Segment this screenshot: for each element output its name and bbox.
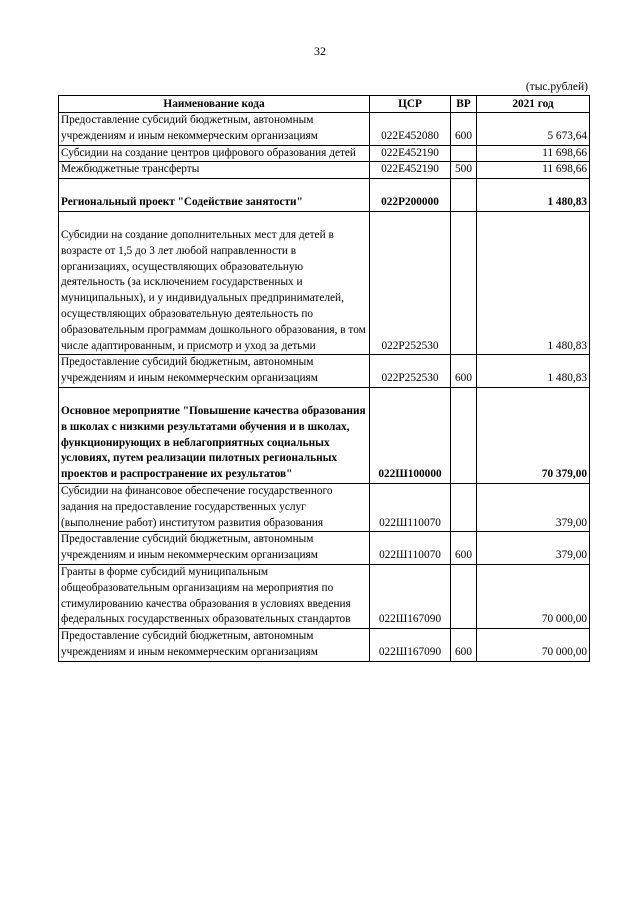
row-name-cell: Предоставление субсидий бюджетным, автономным учреждениям и иным некоммерческим организациям: [59, 629, 370, 662]
row-vr-cell: 600: [451, 113, 477, 146]
table-body: [59, 113, 590, 662]
row-name-cell: Основное мероприятие "Повышение качества образования в школах с низкими результатами обучения и в школах, функционирующих в неблагоприятных социальных условиях, путем реализации пилотных региональных проектов и распространение их результатов": [59, 387, 370, 483]
row-csr-cell: 022P252530: [370, 211, 451, 354]
row-amount-cell: 70 000,00: [477, 564, 590, 628]
table-row: [59, 387, 590, 483]
row-amount-cell: 5 673,64: [477, 113, 590, 146]
row-name-cell: Субсидии на финансовое обеспечение государственного задания на предоставление государственных услуг (выполнение работ) институтом развития образования: [59, 483, 370, 531]
page-number: 32: [314, 44, 326, 58]
row-csr-cell: 022E452190: [370, 145, 451, 162]
row-amount-cell: 70 379,00: [477, 387, 590, 483]
row-name-cell: Региональный проект "Содействие занятости": [59, 179, 370, 212]
row-name-cell: Предоставление субсидий бюджетным, автономным учреждениям и иным некоммерческим организациям: [59, 355, 370, 388]
row-csr-cell: 022Ш100000: [370, 387, 451, 483]
table-row: [59, 145, 590, 162]
row-csr-cell: 022Ш167090: [370, 629, 451, 662]
row-name-cell: Гранты в форме субсидий муниципальным общеобразовательным организациям на мероприятия по стимулированию качества образования в условиях введения федеральных государственных образовательных стандартов: [59, 564, 370, 628]
row-vr-cell: [451, 564, 477, 628]
row-name-cell: Межбюджетные трансферты: [59, 162, 370, 179]
row-vr-cell: 600: [451, 355, 477, 388]
table-row: [59, 179, 590, 212]
row-amount-cell: 1 480,83: [477, 211, 590, 354]
row-amount-cell: 70 000,00: [477, 629, 590, 662]
header-name: Наименование кода: [59, 96, 370, 113]
row-amount-cell: 1 480,83: [477, 355, 590, 388]
table-row: [59, 211, 590, 354]
row-csr-cell: 022P200000: [370, 179, 451, 212]
row-csr-cell: 022Ш167090: [370, 564, 451, 628]
row-vr-cell: [451, 483, 477, 531]
table-row: [59, 162, 590, 179]
units-label: (тыс.рублей): [525, 81, 588, 93]
row-amount-cell: 379,00: [477, 483, 590, 531]
row-vr-cell: [451, 145, 477, 162]
row-vr-cell: [451, 211, 477, 354]
table-header-row: [59, 96, 590, 113]
row-vr-cell: 600: [451, 532, 477, 565]
table-row: [59, 564, 590, 628]
row-name-cell: Субсидии на создание дополнительных мест для детей в возрасте от 1,5 до 3 лет любой направленности в организациях, осуществляющих образовательную деятельность (за исключением государственных и муниципальных), и у индивидуальных предпринимателей, осуществляющих образовательную деятельность по образовательным программам дошкольного образования, в том числе адаптированным, и присмотр и уход за детьми: [59, 211, 370, 354]
row-amount-cell: 11 698,66: [477, 145, 590, 162]
row-csr-cell: 022P252530: [370, 355, 451, 388]
header-vr: ВР: [451, 96, 477, 113]
row-csr-cell: 022E452080: [370, 113, 451, 146]
row-csr-cell: 022Ш110070: [370, 532, 451, 565]
row-amount-cell: 11 698,66: [477, 162, 590, 179]
row-vr-cell: [451, 387, 477, 483]
table-row: [59, 629, 590, 662]
table-row: [59, 532, 590, 565]
table-row: [59, 113, 590, 146]
row-name-cell: Субсидии на создание центров цифрового образования детей: [59, 145, 370, 162]
row-vr-cell: 600: [451, 629, 477, 662]
table-row: [59, 355, 590, 388]
row-name-cell: Предоставление субсидий бюджетным, автономным учреждениям и иным некоммерческим организациям: [59, 113, 370, 146]
row-amount-cell: 379,00: [477, 532, 590, 565]
row-vr-cell: 500: [451, 162, 477, 179]
row-name-cell: Предоставление субсидий бюджетным, автономным учреждениям и иным некоммерческим организациям: [59, 532, 370, 565]
row-csr-cell: 022Ш110070: [370, 483, 451, 531]
header-csr: ЦСР: [370, 96, 451, 113]
header-year: 2021 год: [477, 96, 590, 113]
row-amount-cell: 1 480,83: [477, 179, 590, 212]
row-csr-cell: 022E452190: [370, 162, 451, 179]
table-row: [59, 483, 590, 531]
row-vr-cell: [451, 179, 477, 212]
budget-table: [58, 95, 590, 662]
